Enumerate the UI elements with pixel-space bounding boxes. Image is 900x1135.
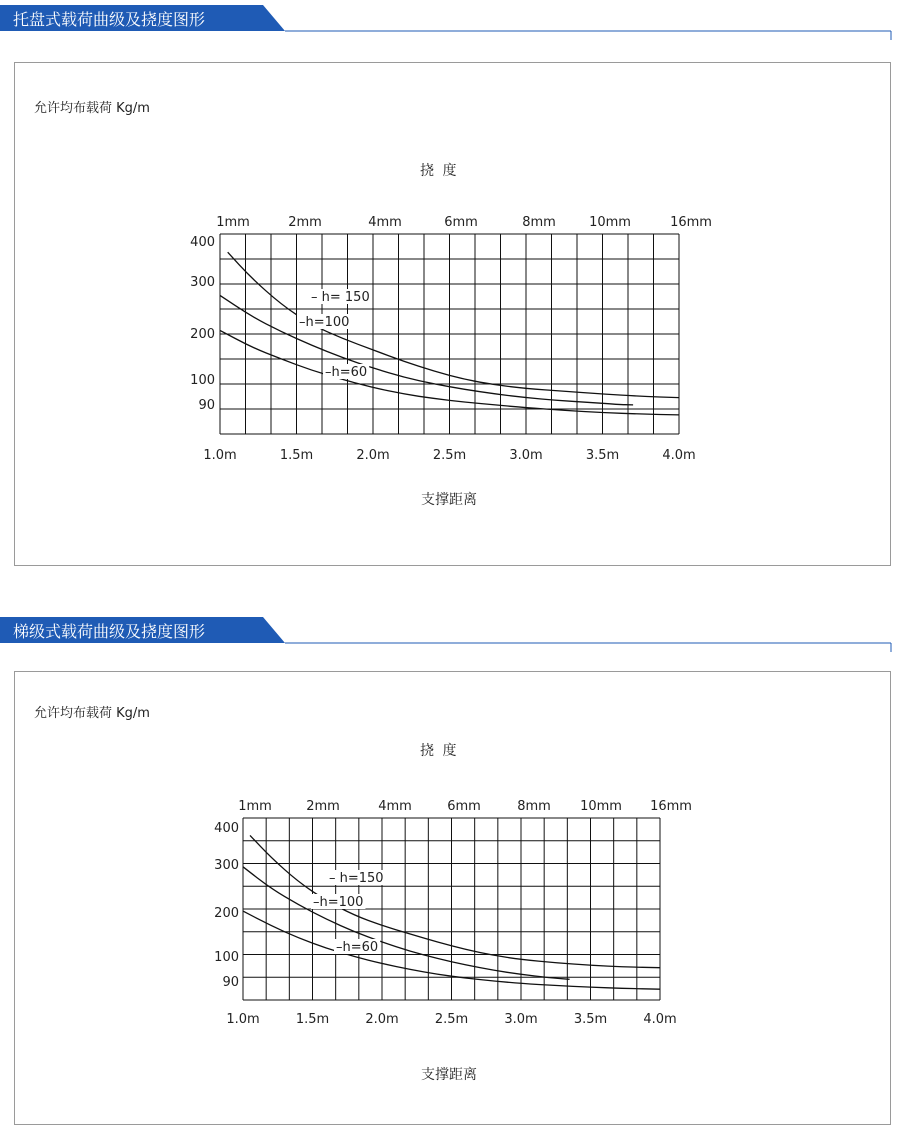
deflection-tick-label: 6mm bbox=[447, 799, 481, 814]
y-tick-label: 90 bbox=[222, 975, 239, 990]
chart-ylabel: 允许均布载荷 Kg/m bbox=[34, 101, 150, 116]
series-label: – h=150 bbox=[329, 871, 384, 886]
chart-xlabel: 支撑距离 bbox=[421, 1067, 477, 1083]
y-tick-label: 100 bbox=[214, 950, 239, 965]
x-tick-label: 1.5m bbox=[279, 448, 314, 463]
y-tick-label: 200 bbox=[190, 327, 215, 342]
series-label: –h=60 bbox=[336, 940, 379, 955]
deflection-tick-label: 6mm bbox=[444, 215, 478, 230]
x-tick-label: 3.5m bbox=[585, 448, 620, 463]
x-tick-label: 3.0m bbox=[504, 1012, 538, 1027]
series-label: –h=100 bbox=[299, 315, 350, 330]
section-title-1: 托盘式载荷曲级及挠度图形 bbox=[13, 10, 206, 29]
series-curve-h150 bbox=[228, 252, 679, 397]
x-tick-label: 2.5m bbox=[432, 448, 467, 463]
section-header-1 bbox=[0, 5, 892, 35]
x-tick-label: 3.5m bbox=[573, 1012, 608, 1027]
y-tick-label: 400 bbox=[214, 821, 239, 836]
deflection-tick-label: 16mm bbox=[650, 799, 692, 814]
y-tick-label: 90 bbox=[198, 398, 215, 413]
chart-ylabel: 允许均布载荷 Kg/m bbox=[34, 706, 150, 721]
section-title-2: 梯级式载荷曲级及挠度图形 bbox=[13, 622, 206, 641]
load-deflection-chart-2 bbox=[15, 672, 892, 1126]
deflection-tick-label: 8mm bbox=[517, 799, 551, 814]
chart-panel-2 bbox=[14, 671, 891, 1125]
x-tick-label: 2.0m bbox=[356, 448, 390, 463]
chart-top-axis-title: 挠 度 bbox=[420, 743, 459, 759]
deflection-tick-label: 2mm bbox=[288, 215, 322, 230]
deflection-tick-label: 10mm bbox=[580, 799, 622, 814]
x-tick-label: 1.0m bbox=[226, 1012, 260, 1027]
x-tick-label: 4.0m bbox=[643, 1012, 677, 1027]
chart-xlabel: 支撑距离 bbox=[421, 492, 477, 508]
series-label: – h= 150 bbox=[311, 290, 370, 305]
deflection-tick-label: 4mm bbox=[368, 215, 402, 230]
series-curve-h100 bbox=[220, 295, 633, 405]
deflection-tick-label: 4mm bbox=[378, 799, 412, 814]
y-tick-label: 400 bbox=[190, 235, 215, 250]
chart-top-axis-title: 挠 度 bbox=[420, 163, 459, 179]
y-tick-label: 300 bbox=[214, 858, 239, 873]
load-deflection-chart-1 bbox=[15, 63, 892, 567]
x-tick-label: 2.0m bbox=[365, 1012, 399, 1027]
deflection-tick-label: 10mm bbox=[589, 215, 631, 230]
deflection-tick-label: 2mm bbox=[306, 799, 340, 814]
deflection-tick-label: 1mm bbox=[238, 799, 272, 814]
y-tick-label: 200 bbox=[214, 906, 239, 921]
series-label: –h=60 bbox=[325, 365, 368, 380]
chart-panel-1 bbox=[14, 62, 891, 566]
x-tick-label: 4.0m bbox=[662, 448, 696, 463]
x-tick-label: 1.0m bbox=[203, 448, 237, 463]
deflection-tick-label: 1mm bbox=[216, 215, 250, 230]
series-label: –h=100 bbox=[313, 895, 364, 910]
x-tick-label: 2.5m bbox=[434, 1012, 469, 1027]
deflection-tick-label: 8mm bbox=[522, 215, 556, 230]
section-header-2 bbox=[0, 617, 892, 647]
x-tick-label: 1.5m bbox=[295, 1012, 330, 1027]
y-tick-label: 300 bbox=[190, 275, 215, 290]
deflection-tick-label: 16mm bbox=[670, 215, 712, 230]
x-tick-label: 3.0m bbox=[509, 448, 543, 463]
y-tick-label: 100 bbox=[190, 373, 215, 388]
